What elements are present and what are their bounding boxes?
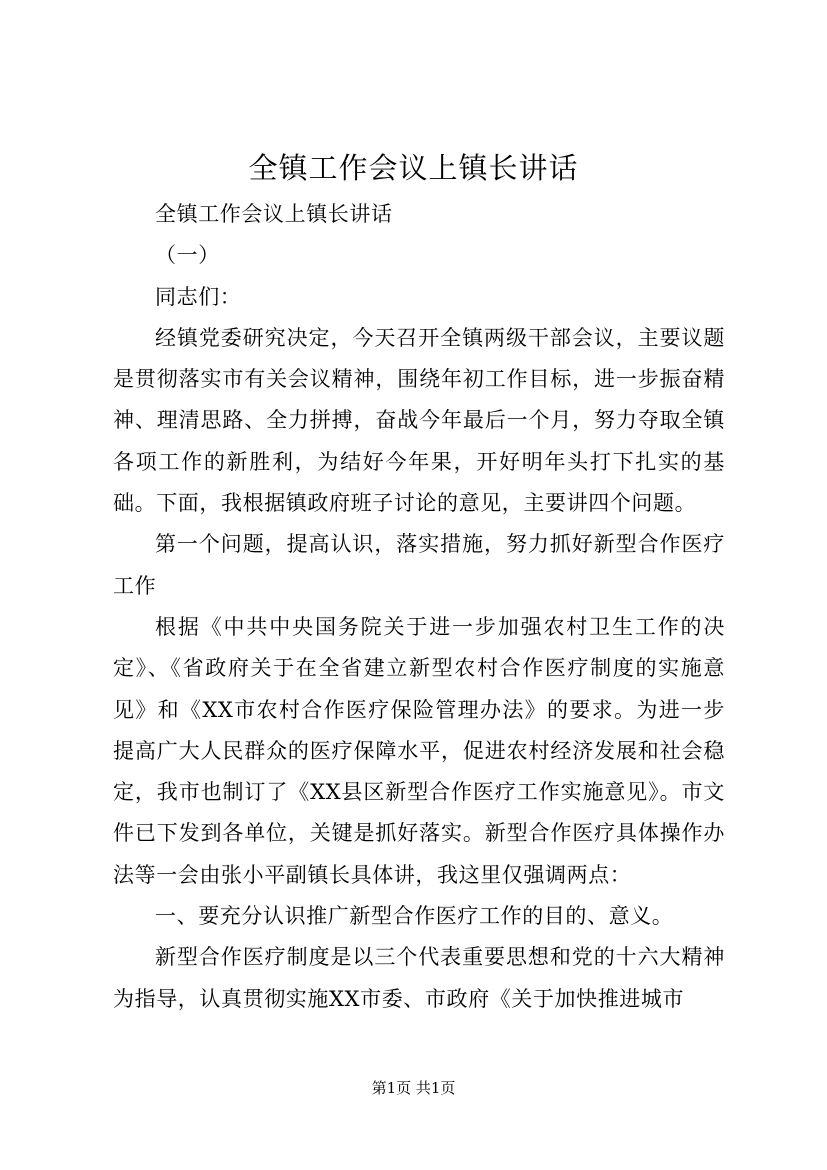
document-title: 全镇工作会议上镇长讲话 [248,151,579,185]
paragraph-salutation: 同志们： [155,284,242,309]
paragraph-system-description: 新型合作医疗制度是以三个代表重要思想和党的十六大精神为指导，认真贯彻实施XX市委、市政府《关于加快推进城市 [113,945,725,1011]
paragraph-section-number: （一） [155,243,220,268]
document-body [113,194,725,1020]
page-footer: 第1页 共1页 [371,1079,456,1097]
paragraph-intro: 经镇党委研究决定，今天召开全镇两级干部会议，主要议题是贯彻落实市有关会议精神，围绕年初工作目标，进一步振奋精神、理清思路、全力拼搏，奋战今年最后一个月，努力夺取全镇各项工作的新胜利，为结好今年果，开好明年头打下扎实的基础。下面，我根据镇政府班子讨论的意见，主要讲四个问题。 [113,325,725,516]
paragraph-subtitle: 全镇工作会议上镇长讲话 [155,202,393,226]
paragraph-first-issue-heading: 第一个问题，提高认识，落实措施，努力抓好新型合作医疗工作 [113,532,725,598]
paragraph-point-one-heading: 一、要充分认识推广新型合作医疗工作的目的、意义。 [155,904,674,929]
paragraph-policy-basis: 根据《中共中央国务院关于进一步加强农村卫生工作的决定》、《省政府关于在全省建立新型农村合作医疗制度的实施意见》和《XX市农村合作医疗保险管理办法》的要求。为进一步提高广大人民群众的医疗保障水平，促进农村经济发展和社会稳定，我市也制订了《XX县区新型合作医疗工作实施意见》。市文件已下发到各单位，关键是抓好落实。新型合作医疗具体操作办法等一会由张小平副镇长具体讲，我这里仅强调两点： [113,614,725,887]
